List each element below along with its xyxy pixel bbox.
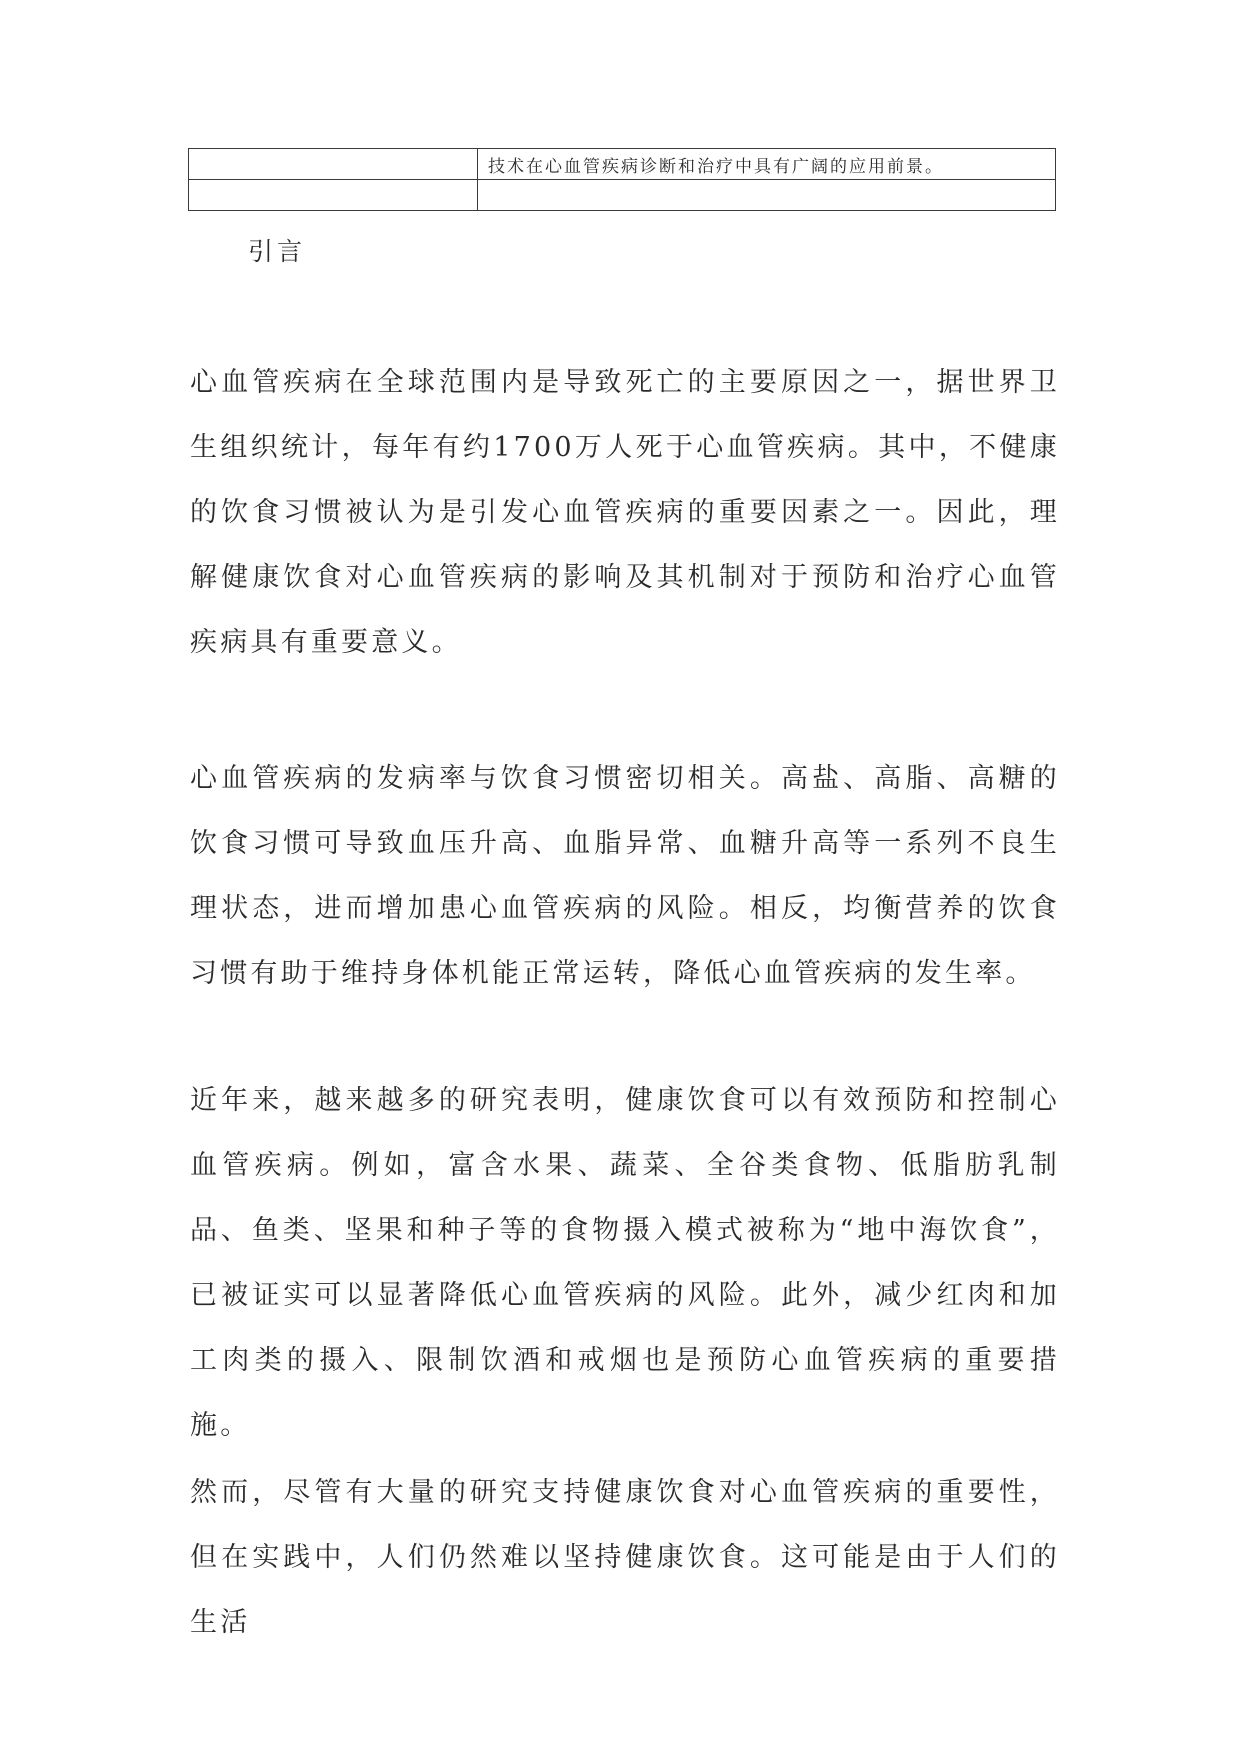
paragraph: 近年来，越来越多的研究表明，健康饮食可以有效预防和控制心血管疾病。例如，富含水果、蔬菜、全谷类食物、低脂肪乳制品、鱼类、坚果和种子等的食物摄入模式被称为“地中海饮食”，已被证实可以显著降低心血管疾病的风险。此外，减少红肉和加工肉类的摄入、限制饮酒和戒烟也是预防心血管疾病的重要措施。 — [190, 1085, 1060, 1441]
table-cell — [189, 149, 478, 180]
section-heading: 引言 — [248, 237, 307, 266]
table-row — [189, 180, 1056, 211]
paragraph: 然而，尽管有大量的研究支持健康饮食对心血管疾病的重要性，但在实践中，人们仍然难以坚持健康饮食。这可能是由于人们的生活 — [190, 1477, 1060, 1638]
paragraph: 心血管疾病的发病率与饮食习惯密切相关。高盐、高脂、高糖的饮食习惯可导致血压升高、血脂异常、血糖升高等一系列不良生理状态，进而增加患心血管疾病的风险。相反，均衡营养的饮食习惯有助于维持身体机能正常运转，降低心血管疾病的发生率。 — [190, 763, 1060, 989]
paragraph: 心血管疾病在全球范围内是导致死亡的主要原因之一，据世界卫生组织统计，每年有约1700万人死于心血管疾病。其中，不健康的饮食习惯被认为是引发心血管疾病的重要因素之一。因此，理解健康饮食对心血管疾病的影响及其机制对于预防和治疗心血管疾病具有重要意义。 — [190, 367, 1060, 658]
table-row — [189, 149, 1056, 180]
table-cell — [478, 180, 1056, 211]
table-cell: 技术在心血管疾病诊断和治疗中具有广阔的应用前景。 — [478, 149, 1056, 180]
table-fragment — [188, 148, 1056, 211]
table-cell — [189, 180, 478, 211]
